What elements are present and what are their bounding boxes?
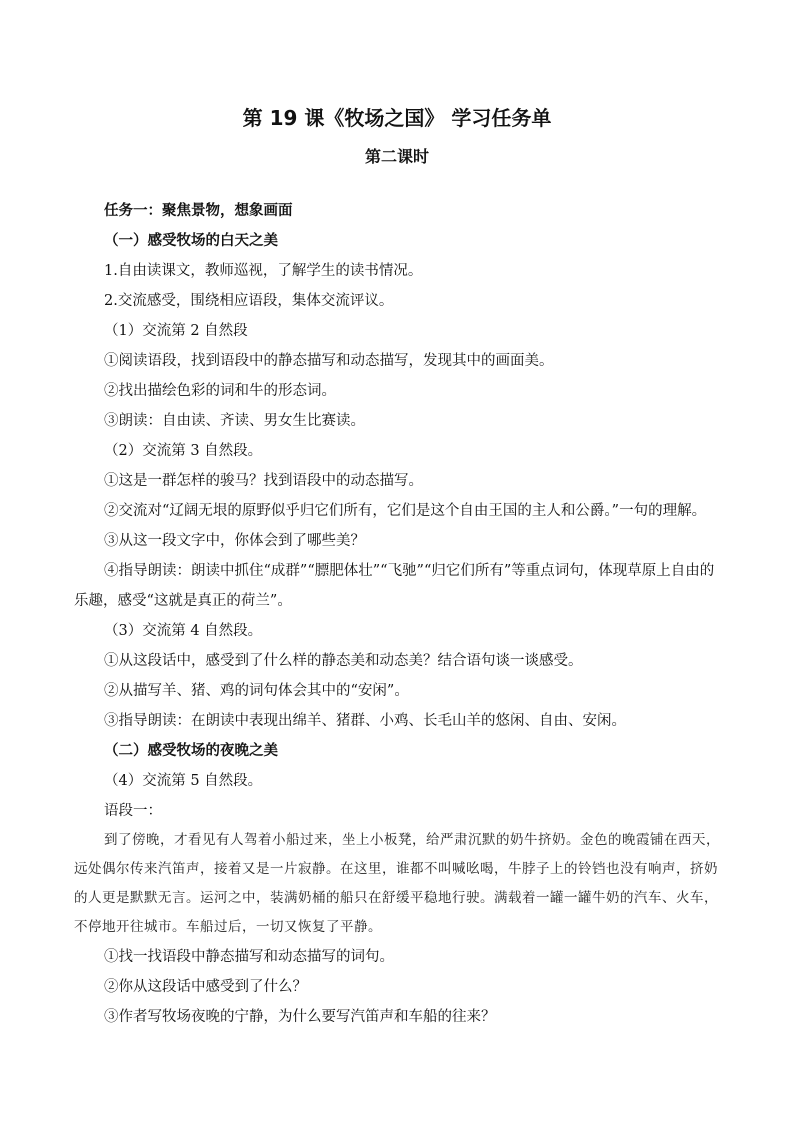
document-body	[74, 196, 722, 1032]
paragraph: 1.自由读课文，教师巡视，了解学生的读书情况。	[104, 263, 423, 279]
paragraph: （1）交流第 2 自然段	[104, 323, 248, 339]
paragraph: ①这是一群怎样的骏马？找到语段中的动态描写。	[104, 473, 423, 489]
task-heading: 任务一：聚焦景物，想象画面	[104, 203, 293, 219]
paragraph: ③朗读：自由读、齐读、男女生比赛读。	[104, 413, 365, 429]
paragraph: （2）交流第 3 自然段。	[104, 443, 263, 459]
section-heading-night: （二）感受牧场的夜晚之美	[104, 743, 278, 759]
document-title: 第 19 课《牧场之国》 学习任务单	[242, 106, 552, 130]
paragraph: 语段一：	[104, 803, 162, 819]
paragraph: ③从这一段文字中，你体会到了哪些美？	[104, 533, 365, 549]
paragraph: （4）交流第 5 自然段。	[104, 773, 263, 789]
paragraph: 2.交流感受，围绕相应语段，集体交流评议。	[104, 293, 394, 309]
paragraph: ①从这段话中，感受到了什么样的静态美和动态美？结合语句谈一谈感受。	[104, 653, 583, 669]
section-heading-day: （一）感受牧场的白天之美	[104, 233, 278, 249]
paragraph: ②从描写羊、猪、鸡的词句体会其中的“安闲”。	[104, 683, 409, 699]
paragraph: （3）交流第 4 自然段。	[104, 623, 263, 639]
paragraph: ②你从这段话中感受到了什么？	[104, 979, 307, 995]
paragraph: ③作者写牧场夜晚的宁静，为什么要写汽笛声和车船的往来？	[104, 1009, 496, 1025]
paragraph: ①找一找语段中静态描写和动态描写的词句。	[104, 949, 394, 965]
paragraph: ④指导朗读：朗读中抓住“成群”“膘肥体壮”“飞驰”“归它们所有”等重点词句，体现草原上自由的乐趣，感受“这就是真正的荷兰”。	[74, 563, 715, 609]
quoted-passage: 到了傍晚，才看见有人驾着小船过来，坐上小板凳，给严肃沉默的奶牛挤奶。金色的晚霞铺在西天，远处偶尔传来汽笛声，接着又是一片寂静。在这里，谁都不叫喊吆喝，牛脖子上的铃铛也没有响声，挤奶的人更是默默无言。运河之中，装满奶桶的船只在舒缓平稳地行驶。满载着一罐一罐牛奶的汽车、火车，不停地开往城市。车船过后，一切又恢复了平静。	[74, 832, 720, 935]
document-subtitle: 第二课时	[364, 147, 429, 166]
paragraph: ①阅读语段，找到语段中的静态描写和动态描写，发现其中的画面美。	[104, 353, 554, 369]
paragraph: ②交流对“辽阔无垠的原野似乎归它们所有，它们是这个自由王国的主人和公爵。”一句的理解。	[104, 503, 707, 519]
paragraph: ③指导朗读：在朗读中表现出绵羊、猪群、小鸡、长毛山羊的悠闲、自由、安闲。	[104, 713, 626, 729]
paragraph: ②找出描绘色彩的词和牛的形态词。	[104, 383, 336, 399]
